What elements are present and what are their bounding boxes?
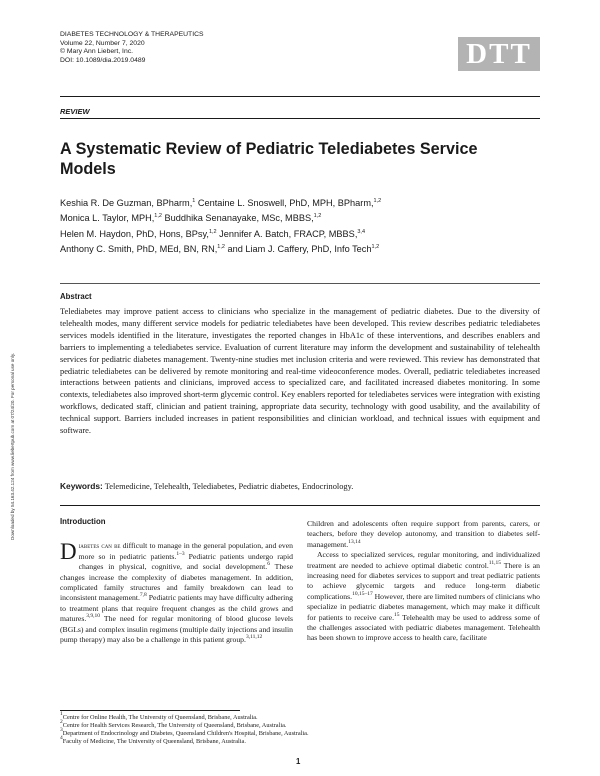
author-affiliation: 1,2 <box>373 198 382 204</box>
journal-volume: Volume 22, Number 7, 2020 <box>60 39 145 47</box>
author-affiliation: 3,4 <box>357 228 366 235</box>
footnote-rule <box>60 710 240 711</box>
footnote <box>60 711 520 722</box>
article-type-label: REVIEW <box>60 107 90 116</box>
footnote-marker: 3 <box>60 727 63 734</box>
body-column-right <box>307 519 540 644</box>
body-paragraph <box>60 541 293 645</box>
citation: 10,15–17 <box>352 590 373 597</box>
lead-in: iabetes can be <box>78 541 121 551</box>
page-number: 1 <box>296 757 301 766</box>
author-name: Monica L. Taylor, MPH, <box>60 213 155 224</box>
footnote-marker: 1 <box>60 711 63 717</box>
affiliation-footnotes <box>60 711 520 746</box>
keywords <box>60 481 540 491</box>
header-rule-lower <box>60 118 540 119</box>
journal-name: DIABETES TECHNOLOGY & THERAPEUTICS <box>60 31 204 38</box>
author-affiliation: 1,2 <box>154 213 162 220</box>
author-name: Keshia R. De Guzman, BPharm, <box>60 198 193 208</box>
footnote <box>60 735 520 746</box>
footnote-text: Centre for Online Health, The University of Queensland, Brisbane, Australia. <box>62 714 258 721</box>
body-paragraph <box>307 519 540 550</box>
author-affiliation: 1 <box>192 198 196 204</box>
author-affiliation: 1,2 <box>313 213 322 220</box>
author-name: Anthony C. Smith, PhD, MEd, BN, RN, <box>60 244 218 255</box>
body-text: Telehealth may be used to address some of the challenges associated with pediatric diabetes management. Telehealth has been shown to improve access to health care, facilitate <box>307 612 540 643</box>
author-name: and Liam J. Caffery, PhD, Info Tech <box>227 244 372 255</box>
citation: 13,14 <box>348 538 361 545</box>
article-title: A Systematic Review of Pediatric Telediabetes Service Models <box>60 140 478 178</box>
body-paragraph <box>307 550 540 644</box>
footnote-text: Faculty of Medicine, The University of Queensland, Brisbane, Australia. <box>62 738 246 746</box>
body-text: Pediatric patients may have difficulty adhering to treatment plans that require frequent changes as the child grows and matures. <box>60 593 293 624</box>
abstract-body: Telediabetes may improve patient access to clinicians who specialize in the management of pediatric diabetes. Due to the diversity of telehealth modes, many different service models for pediatric telediabetes have been developed. This review describes pediatric telediabetes services models identified in the literature, investigates the reported changes in HbA1c of these interventions, and describes enablers and barriers to implementing a telediabetes service. Evaluation of current literature may inform the development and sustainability of telehealth services for pediatric diabetes management. Twenty-nine studies met inclusion criteria and were reviewed. This review has demonstrated that pediatric telediabetes can be delivered by remote monitoring and real-time videoconference modes. Overall, pediatric telediabetes increased interactions between patients and clinicians, improved access to specialized care, and facilitated increased diabetes monitoring. In some contexts, telediabetes also improved short-term glycemic control. Key enablers reported for telediabetes services were integration with existing workflows, dedicated staff, clinician and patient training, appropriate data security, technology with good usability, and the availability of technical support. Barriers included increases in patient responsibilities and clinician workload, and technical issues with equipment and software. <box>60 307 541 436</box>
author-line <box>60 227 490 242</box>
section-rule <box>60 505 540 506</box>
citation: 3,9,10 <box>86 613 101 620</box>
journal-header <box>60 31 204 65</box>
body-text: Children and adolescents often require support from parents, carers, or teachers, before they develop autonomy, and transition to diabetes self-management. <box>307 519 540 549</box>
author-affiliation: 1,2 <box>208 228 217 235</box>
author-name: Helen M. Haydon, PhD, Hons, BPsy, <box>60 228 209 239</box>
author-line <box>60 196 490 211</box>
body-text: Pediatric patients undergo rapid changes in physical, cognitive, and social development. <box>78 551 293 572</box>
author-name: Centaine L. Snoswell, PhD, MPH, BPharm, <box>197 198 374 208</box>
footnote <box>60 719 520 730</box>
footnote-marker: 4 <box>60 735 63 742</box>
author-line <box>60 211 490 226</box>
keywords-list: Telemedicine, Telehealth, Telediabetes, Pediatric diabetes, Endocrinology. <box>104 482 354 491</box>
author-list <box>60 196 490 258</box>
download-notice: Downloaded by 54.163.42.124 from www.liebertpub.com at 07/24/20. For personal use only. <box>10 352 15 540</box>
body-text: difficult to manage in the general population, and even more so in pediatric patients. <box>78 541 293 561</box>
author-name: Buddhika Senanayake, MSc, MBBS, <box>164 213 314 224</box>
citation: 3,11,12 <box>245 634 263 641</box>
footnote-marker: 2 <box>60 719 63 726</box>
citation: 6 <box>267 561 270 568</box>
section-heading: Introduction <box>60 517 106 526</box>
citation: 1–3 <box>176 550 185 557</box>
body-text: Access to specialized services, regular monitoring, and individualized treatment are needed to achieve optimal diabetic control. <box>307 550 540 570</box>
author-name: Jennifer A. Batch, FRACP, MBBS, <box>219 228 358 239</box>
journal-doi: DOI: 10.1089/dia.2019.0489 <box>60 56 146 64</box>
author-affiliation: 1,2 <box>371 244 380 251</box>
author-line <box>60 242 490 257</box>
abstract-heading: Abstract <box>60 292 92 301</box>
body-column-left <box>60 517 293 645</box>
body-text: However, there are limited numbers of clinicians who specialize in pediatric diabetes management, which may make it difficult for patients to receive care. <box>307 591 540 622</box>
drop-cap: D <box>60 539 77 565</box>
keywords-label: Keywords: <box>60 481 103 491</box>
citation: 15 <box>394 611 400 618</box>
citation: 11,15 <box>488 559 501 566</box>
footnote-text: Department of Endocrinology and Diabetes, Queensland Children's Hospital, Brisbane, Australia. <box>62 730 309 738</box>
journal-logo: DTT <box>458 37 540 71</box>
body-text: There is an increasing need for diabetes services to support and treat pediatric patients to achieve glycemic targets and reduce long-term diabetic complications. <box>307 560 540 601</box>
author-affiliation: 1,2 <box>217 244 225 251</box>
body-text: These changes increase the complexity of diabetes management. In addition, complicated family structures and family breakdown can lead to inconsistent management. <box>60 562 294 603</box>
journal-copyright: © Mary Ann Liebert, Inc. <box>60 48 134 56</box>
header-rule <box>60 96 540 97</box>
citation: 7,8 <box>139 592 147 599</box>
body-text: The need for regular monitoring of blood glucose levels (BGLs) and complex insulin regimens (multiple daily injections and insulin pump therapy) may also be a challenge in this patient group. <box>60 614 293 645</box>
footnote-text: Centre for Health Services Research, The University of Queensland, Brisbane, Australia. <box>62 722 287 730</box>
